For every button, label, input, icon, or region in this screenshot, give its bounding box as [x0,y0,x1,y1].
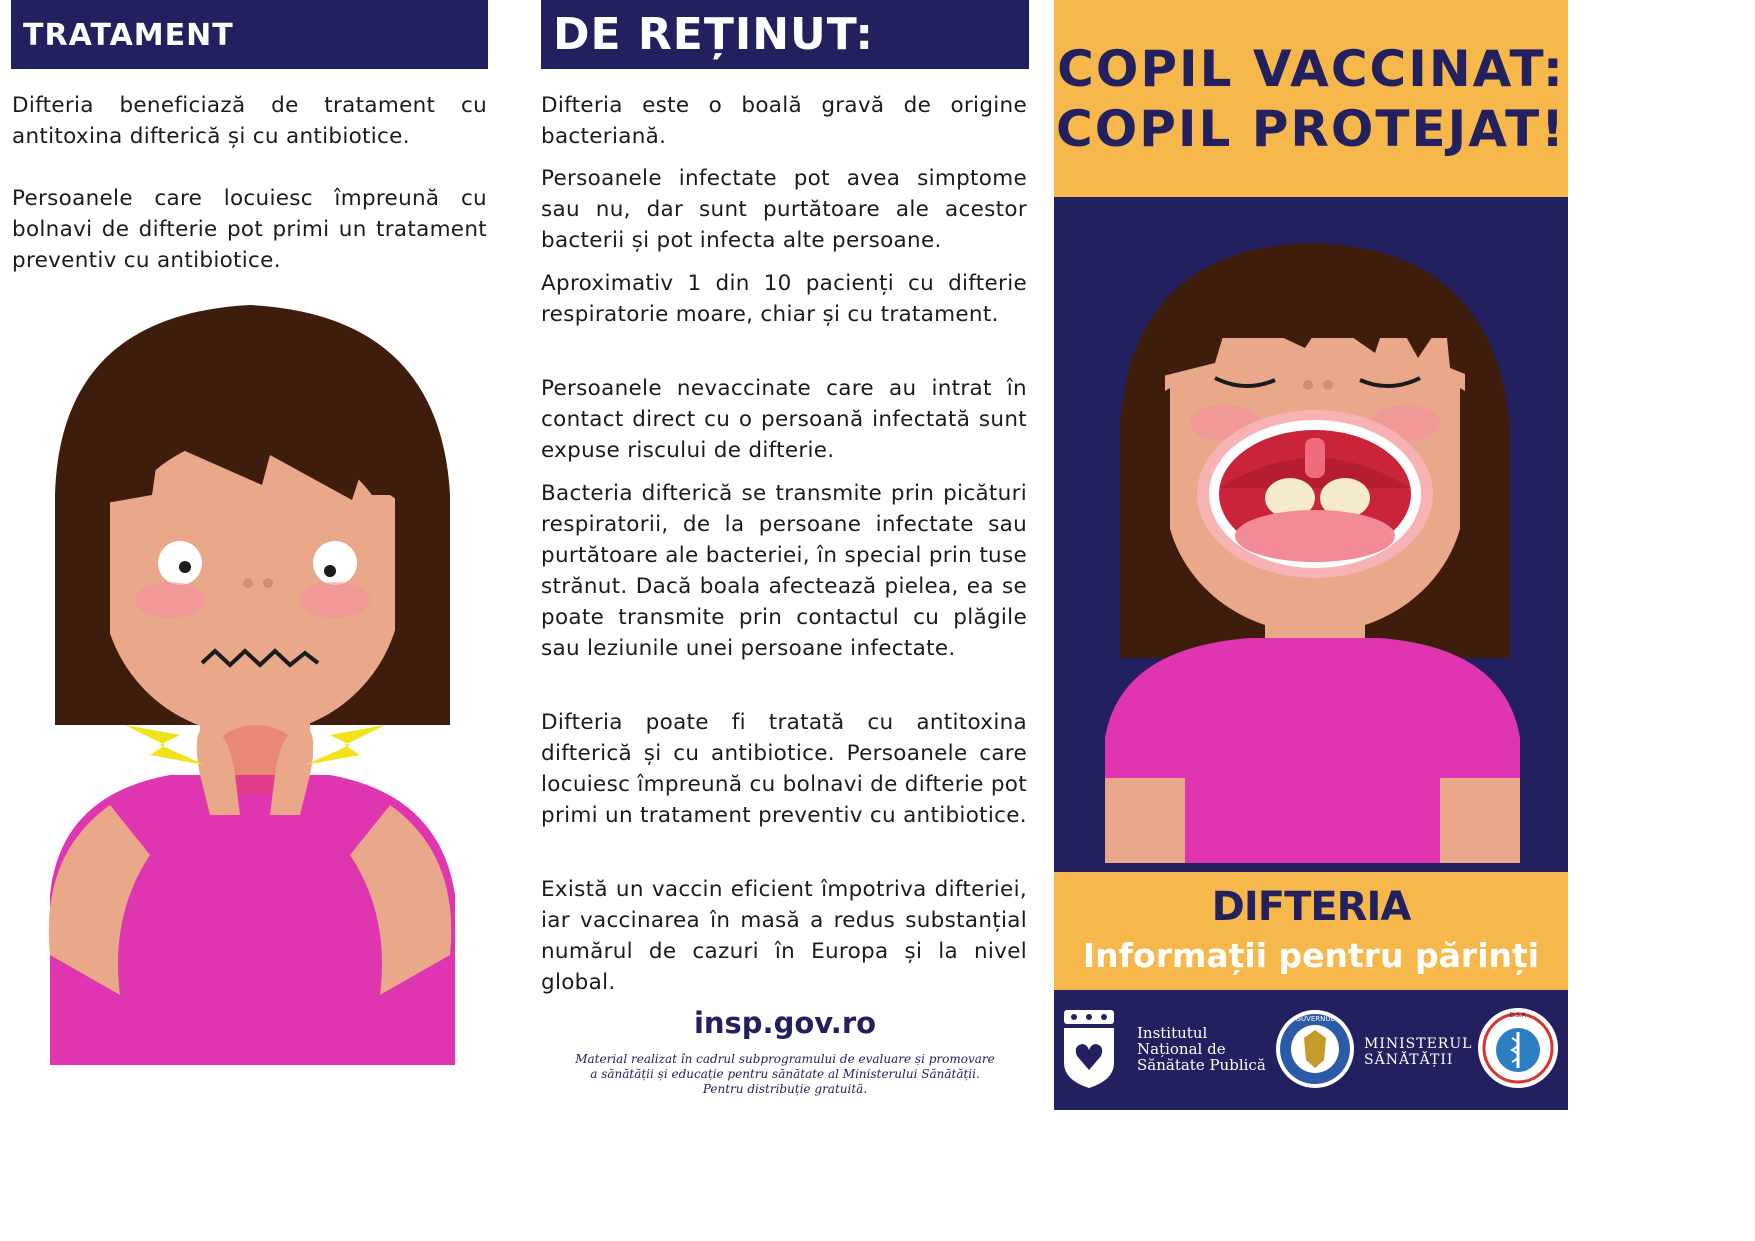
remember-paragraph-7: Există un vaccin eficient împotriva difteriei, iar vaccinarea în masă a redus substanțial numărul de cazuri în Europa și la nivel global. [541,877,1027,995]
remember-paragraph-2: Persoanele infectate pot avea simptome sau nu, dar sunt purtătoare ale acestor bacterii și pot infecta alte persoane. [541,166,1027,253]
remember-header-text: DE REȚINUT: [553,9,874,60]
footnote-line-1: Material realizat în cadrul subprogramului de evaluare și promovare [575,1052,995,1066]
government-seal-icon [1274,1008,1356,1090]
ministry-name-line-1: MINISTERUL [1364,1036,1473,1052]
remember-paragraph-1: Difteria este o boală gravă de origine bacteriană. [541,93,1027,149]
dsp-seal-lettering: D.S.P. [1509,1012,1527,1019]
remember-header [541,0,1029,69]
insp-name-line-1: Institutul [1137,1024,1208,1042]
ministry-name-line-2: SĂNĂTĂȚII [1364,1052,1454,1068]
remember-paragraph-3: Aproximativ 1 din 10 pacienți cu difterie respiratorie moare, chiar și cu tratament. [541,271,1027,327]
slogan-band [1054,0,1568,197]
treatment-paragraph-1: Difteria beneficiază de tratament cu antitoxina difterică și cu antibiotice. [12,93,487,149]
insp-logo-icon [1060,1008,1118,1090]
website-link[interactable]: insp.gov.ro [693,1006,877,1040]
leaflet-subtitle: Informații pentru părinți [1082,936,1540,975]
treatment-header [11,0,488,69]
remember-paragraph-4: Persoanele nevaccinate care au intrat în contact direct cu o persoană infectată sunt expuse riscului de difterie. [541,376,1027,463]
ministry-name [1364,1036,1472,1068]
dsp-seal-icon [1476,1006,1560,1090]
remember-paragraph-5: Bacteria difterică se transmite prin picături respiratorii, de la persoane infectate sau purtătoare ale bacteriei, în special prin tuse strănut. Dacă boala afectează pielea, ea se poate transmite prin contactul cu plăgile sau leziunile unei persoane infectate. [541,481,1027,661]
insp-name [1137,1025,1266,1073]
footnote [541,1052,1029,1097]
remember-paragraph-6: Difteria poate fi tratată cu antitoxina difterică și cu antibiotice. Persoanele care locuiesc împreună cu bolnavi de difterie pot primi un tratament preventiv cu antibiotice. [541,710,1027,828]
sick-girl-illustration [30,295,470,1065]
footnote-line-3: Pentru distribuție gratuită. [702,1082,868,1096]
treatment-header-text: TRATAMENT [23,18,234,53]
insp-name-line-3: Sănătate Publică [1137,1056,1266,1074]
insp-name-line-2: Național de [1137,1040,1226,1058]
slogan-line-2: COPIL PROTEJAT! [1056,100,1566,158]
slogan-line-1: COPIL VACCINAT: [1057,40,1565,98]
treatment-paragraph-2: Persoanele care locuiesc împreună cu bolnavi de difterie pot primi un tratament preventiv cu antibiotice. [12,186,487,273]
leaflet-title: DIFTERIA [1211,884,1411,930]
footnote-line-2: a sănătății și educație pentru sănătate al Ministerului Sănătății. [590,1067,980,1081]
open-mouth-girl-illustration [1100,238,1525,863]
government-seal-lettering: GUVERNUL [1295,1015,1335,1023]
